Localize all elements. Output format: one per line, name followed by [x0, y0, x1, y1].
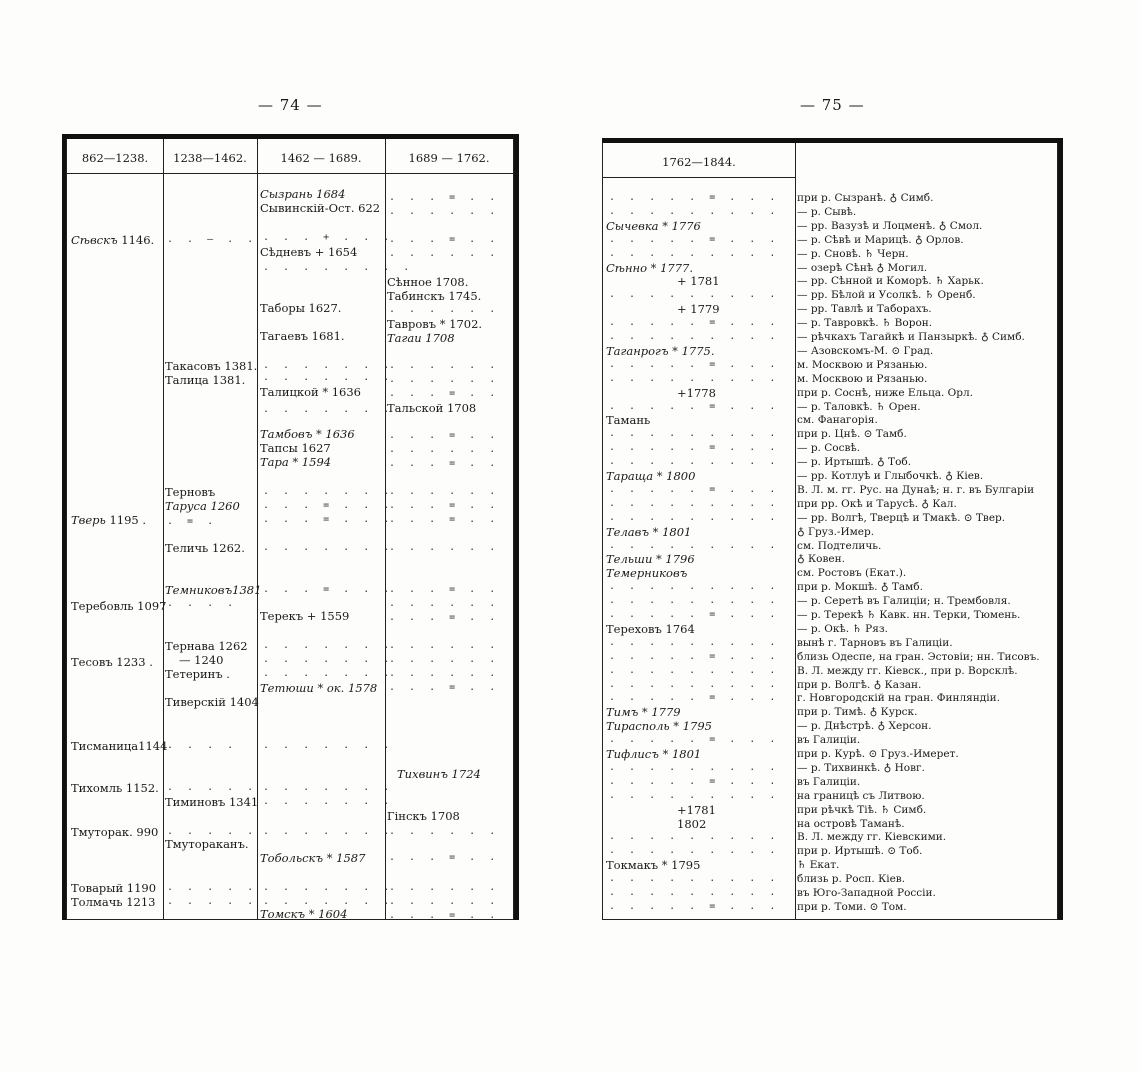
- note-line: — р. Сывѣ.: [797, 205, 857, 218]
- entry: Сызрань 1684: [260, 187, 346, 201]
- note-line: близь Одеспе, на гран. Эстовіи; нн. Тисовъ.: [797, 650, 1040, 663]
- entry: Тисманица1144: [71, 739, 168, 753]
- page-number-right: — 75 —: [800, 96, 865, 114]
- entry: Терновъ: [165, 485, 216, 499]
- entry: Тамань: [606, 413, 651, 428]
- note-line: м. Москвою и Рязанью.: [797, 358, 928, 371]
- dot-leader: . . . . . . . . .: [609, 428, 780, 440]
- entry: Тернава 1262: [165, 639, 248, 653]
- entry: + 1779: [677, 302, 720, 317]
- entry: Тобольскъ * 1587: [260, 851, 366, 865]
- dot-leader: . . . . . = . . .: [609, 692, 780, 704]
- entry: Тмуторак. 990: [71, 825, 159, 839]
- note-line: — рр. Волгѣ, Тверцѣ и Тмакѣ. ⊙ Твер.: [797, 511, 1006, 524]
- dot-leader: . . . . . . . . .: [609, 331, 780, 342]
- entry: Табинскъ 1745.: [387, 289, 482, 303]
- entry: Сывинскій-Ост. 622: [260, 201, 381, 215]
- dot-leader: . . . . . = . . .: [609, 609, 780, 620]
- dot-leader: . . . . . = . . .: [609, 900, 780, 912]
- note-line: — р. Сновѣ. ♄ Черн.: [797, 247, 909, 260]
- entry: Товарый 1190: [71, 881, 157, 895]
- entry: Тамбовъ * 1636: [260, 427, 355, 441]
- dot-leader: . . . . . = . . .: [609, 734, 780, 746]
- note-line: при р. Соснѣ, ниже Ельца. Орл.: [797, 386, 973, 399]
- dot-leader: . . . . . = . . .: [609, 358, 780, 370]
- dot-leader: . . . . . . . . .: [609, 678, 780, 690]
- note-line: при р. Мокшѣ. ♁ Тамб.: [797, 581, 923, 594]
- entry: Сѣнное 1708.: [387, 275, 469, 289]
- note-line: при р. Тимѣ. ♁ Курск.: [797, 706, 918, 719]
- entry: Тирасполь * 1795: [606, 719, 712, 734]
- entry: +1778: [677, 385, 716, 400]
- dot-leader: . . . . . = . . .: [609, 233, 780, 245]
- dot-leader: . . . . . . . . .: [609, 887, 780, 898]
- note-line: при р. Сызранѣ. ♁ Симб.: [797, 192, 934, 204]
- entry: +1781: [677, 802, 716, 817]
- entry: Тмутораканъ.: [165, 837, 249, 851]
- entry: Таганрогъ * 1775.: [606, 343, 715, 358]
- entry: Таруса 1260: [165, 499, 240, 513]
- note-line: — Азовскомъ-М. ⊙ Град.: [797, 344, 934, 357]
- dot-leader: . . . . . . . . .: [609, 664, 780, 676]
- note-line: — р. Терекѣ ♄ Кавк. нн. Терки, Тюмень.: [797, 609, 1021, 621]
- note-line: близь р. Росп. Кіев.: [797, 873, 906, 886]
- note-line: — рр. Тавлѣ и Таборахъ.: [797, 303, 932, 316]
- entry: Тара * 1594: [260, 455, 332, 469]
- note-line: см. Фанагорія.: [797, 414, 878, 427]
- entry: Тихвинъ 1724: [397, 767, 481, 781]
- entry: Толмачь 1213: [71, 895, 156, 909]
- entry: Сѣдневъ + 1654: [260, 245, 358, 259]
- page-number-left: — 74 —: [258, 96, 323, 114]
- note-line: — р. Днѣстрѣ. ♁ Херсон.: [797, 720, 932, 733]
- dot-leader: . . . . . = . . .: [609, 400, 780, 412]
- dot-leader: . . . . . . . . .: [609, 539, 780, 551]
- dot-leader: . . . . . . . . .: [609, 372, 780, 384]
- entry: + 1781: [677, 274, 720, 289]
- dot-leader: . . . . . . . . .: [609, 581, 780, 593]
- note-line: — р. Тавровкѣ. ♄ Ворон.: [797, 317, 933, 330]
- right-table: [602, 142, 1058, 920]
- dot-leader: . . . . . . . . .: [609, 789, 780, 801]
- note-line: — р. Таловкѣ. ♄ Орен.: [797, 400, 921, 413]
- dot-leader: . . . . . . . . .: [609, 289, 780, 301]
- entry: Телавъ * 1801: [606, 524, 692, 539]
- note-line: ♄ Екат.: [797, 859, 840, 872]
- entry: Теличь 1262.: [165, 541, 245, 555]
- dot-leader: . . . . . = . . .: [609, 317, 780, 329]
- dot-leader: . . . . . . . . .: [609, 761, 780, 773]
- dot-leader: . . . . . = . . .: [609, 192, 780, 203]
- col-header-1: 862—1238.: [81, 151, 149, 165]
- dot-leader: . . . . . . . . .: [609, 831, 780, 843]
- note-line: при р. Цнѣ. ⊙ Тамб.: [797, 428, 907, 441]
- entry: Сѣвскъ 1146.: [71, 233, 155, 247]
- left-table: 862—1238. 1238—1462. 1462 — 1689. 1689 — 1762. Сѣвскъ 1146. Тверь 1195 . Теребовль 1097 Тесовъ 1233 . Тисманица1144 Тихомль 1152. Тмуторак. 990 Товарый 1190 Толмачь 1213 . . — . . Такасовъ 1381. Талица 1381. Терновъ Таруса 1260 . = . Теличь 1262. Темниковъ1381 . . . . Тернава 1262 — 1240 Тетеринъ . Тиверскій 1404 . . . . . . . . . Тиминовъ 1341 . . . . . Тмутораканъ. . . . . . . . . . . Сызрань 1684 Сывинскій-Ост. 622 . . . + . . . Сѣдневъ + 1654 . . . . . . . . Таборы 1627. Тагаевъ 1681. . . . . . . . . . . . . . . Талицкой * 1636 . . . . . . . Тамбовъ * 1636 Тапсы 1627 Тара * 1594 . . . . . . . . . . = . . . . . . = . . . . . . . . . . . . . = . . . Терекъ + 1559 . . . . . . . . . . . . . . . . . . . . . Тетюши * ок. 1578 . . . . . . . . . . . . . . . . . . . . . . . . . . . . Тобольскъ * 1587 . . . . . . . . . . . . . . Томскъ * 1604 . . . = . . . . . . . . . . . = . . . . . . . . Сѣнное 1708. Табинскъ 1745. . . . . . . Тавровъ * 1702. Тагаи 1708 . . . . . . . . . . . . . . . = . . Тальской 1708 . . . = . . . . . . . . . . . = . . . . . . . . . . . = . . . . . = . . . . . . . . . . . = . . . . . . . . . . . = . . . . . . . . . . . . . . . . . . . . . . . = . . Тихвинъ 1724 Гінскъ 1708 . . . . . . . . . = . . . . . . . . . . . . . . . . . = . .: [66, 138, 514, 920]
- note-line: при рѣчкѣ Тіѣ. ♄ Симб.: [797, 803, 927, 816]
- dot-leader: . . . . . = . . .: [609, 775, 780, 787]
- entry: Таборы 1627.: [260, 301, 342, 315]
- note-line: — р. Сѣвѣ и Марицѣ. ♁ Орлов.: [797, 233, 964, 246]
- entry: Томскъ * 1604: [260, 907, 348, 921]
- dot-leader: . . . . . . . . .: [609, 595, 780, 607]
- entry: Тавровъ * 1702.: [387, 317, 483, 331]
- entry: Тифлисъ * 1801: [606, 747, 702, 761]
- dot-leader: . . . . . = . . .: [609, 483, 780, 495]
- entry: Тверь 1195 .: [71, 513, 147, 527]
- note-line: при рр. Окѣ и Тарусѣ. ♁ Кал.: [797, 497, 957, 510]
- note-line: см. Подтеличь.: [797, 539, 882, 552]
- dot-leader: . . . . . = . . .: [609, 442, 780, 454]
- note-line: — рр. Сѣнной и Коморѣ. ♄ Харьк.: [797, 275, 984, 288]
- entry: Тельши * 1796: [606, 552, 695, 567]
- dot-leader: . . . . . . . . .: [609, 247, 780, 259]
- entry: Талицкой * 1636: [260, 385, 361, 399]
- entry: Тараща * 1800: [606, 469, 696, 483]
- col-header-2: 1238—1462.: [173, 151, 247, 165]
- entry: Тетеринъ .: [165, 667, 230, 681]
- note-line: см. Ростовъ (Екат.).: [797, 567, 907, 580]
- entry: Темерниковъ: [606, 566, 688, 581]
- note-line: при р. Курѣ. ⊙ Груз.-Имерет.: [797, 748, 959, 760]
- note-line: — рѣчкахъ Тагайкѣ и Панзыркѣ. ♁ Симб.: [797, 331, 1025, 343]
- note-line: — р. Тихвинкѣ. ♁ Новг.: [797, 761, 925, 774]
- col-header-4: 1689 — 1762.: [408, 151, 490, 165]
- note-line: В. Л. м. гг. Рус. на Дунаѣ; н. г. въ Булгаріи: [797, 483, 1035, 496]
- entry: Тальской 1708: [387, 401, 477, 415]
- note-line: при р. Иртышѣ. ⊙ Тоб.: [797, 845, 923, 858]
- entry: Такасовъ 1381.: [165, 359, 258, 373]
- entry: Тесовъ 1233 .: [71, 655, 153, 669]
- note-line: на границѣ съ Литвою.: [797, 789, 925, 802]
- dot-leader: . . . . . . . . .: [609, 636, 780, 648]
- note-line: г. Новгородскій на гран. Финляндіи.: [797, 692, 1000, 705]
- note-line: въ Галиціи.: [797, 775, 861, 788]
- entry: 1802: [677, 816, 707, 831]
- note-line: при р. Волгѣ. ♁ Казан.: [797, 678, 922, 691]
- entry: Тереховъ 1764: [606, 621, 695, 636]
- dot-leader: . . . . . . . . .: [609, 497, 780, 509]
- dot-leader: . . . . . . . . .: [609, 205, 780, 217]
- entry: Сычевка * 1776: [606, 218, 701, 233]
- entry: Сѣнно * 1777.: [606, 260, 694, 275]
- note-line: ♁ Груз.-Имер.: [797, 525, 875, 538]
- note-line: В. Л. между гг. Кіевскими.: [797, 831, 947, 844]
- entry: Тихомль 1152.: [71, 781, 159, 795]
- entry: Тетюши * ок. 1578: [260, 681, 378, 695]
- note-line: въ Юго-Западной Россіи.: [797, 887, 936, 899]
- entry: Темниковъ1381: [165, 583, 262, 597]
- note-line: — р. Сосвѣ.: [797, 442, 861, 455]
- dot-leader: . . . . . . . . .: [609, 456, 780, 468]
- note-line: на островѣ Таманѣ.: [797, 817, 905, 830]
- entry: Теребовль 1097: [71, 599, 167, 613]
- note-line: ♁ Ковен.: [797, 553, 845, 566]
- dot-leader: . . . . . . . . .: [609, 845, 780, 857]
- col-header-right: 1762—1844.: [662, 155, 736, 169]
- entry: Талица 1381.: [165, 373, 246, 387]
- dot-leader: . . . . . . . . .: [609, 873, 780, 885]
- entry: Тимъ * 1779: [606, 705, 681, 720]
- dot-leader: . . . . . . . . .: [609, 511, 780, 523]
- entry: Тиминовъ 1341: [165, 795, 259, 809]
- entry: Тагаевъ 1681.: [260, 329, 345, 343]
- entry: Токмакъ * 1795: [606, 858, 701, 873]
- note-line: м. Москвою и Рязанью.: [797, 372, 928, 385]
- entry: Гінскъ 1708: [387, 809, 460, 823]
- note-line: въ Галиціи.: [797, 734, 861, 747]
- note-line: — р. Иртышѣ. ♁ Тоб.: [797, 456, 912, 469]
- note-line: — рр. Вазузѣ и Лоцменѣ. ♁ Смол.: [797, 219, 983, 232]
- entry: — 1240: [179, 653, 224, 667]
- entry: Терекъ + 1559: [260, 609, 350, 623]
- note-line: — озерѣ Сѣнѣ ♁ Могил.: [797, 261, 928, 274]
- note-line: при р. Томи. ⊙ Том.: [797, 900, 907, 913]
- note-line: — р. Окѣ. ♄ Ряз.: [797, 622, 888, 635]
- note-line: — рр. Котлуѣ и Глыбочкѣ. ♁ Кіев.: [797, 470, 984, 482]
- entry: Тапсы 1627: [260, 441, 331, 455]
- entry: Тагаи 1708: [387, 331, 455, 345]
- entry: Тиверскій 1404: [165, 695, 259, 709]
- note-line: — рр. Бѣлой и Усолкѣ. ♄ Оренб.: [797, 289, 976, 302]
- note-line: — р. Серетѣ въ Галиціи; н. Трембовля.: [797, 595, 1011, 608]
- dot-leader: . . . . . = . . .: [609, 650, 780, 662]
- note-line: В. Л. между гг. Кіевск., при р. Ворсклѣ.: [797, 664, 1018, 677]
- col-header-3: 1462 — 1689.: [280, 151, 362, 165]
- note-line: вынѣ г. Тарновъ въ Галиціи.: [797, 636, 953, 649]
